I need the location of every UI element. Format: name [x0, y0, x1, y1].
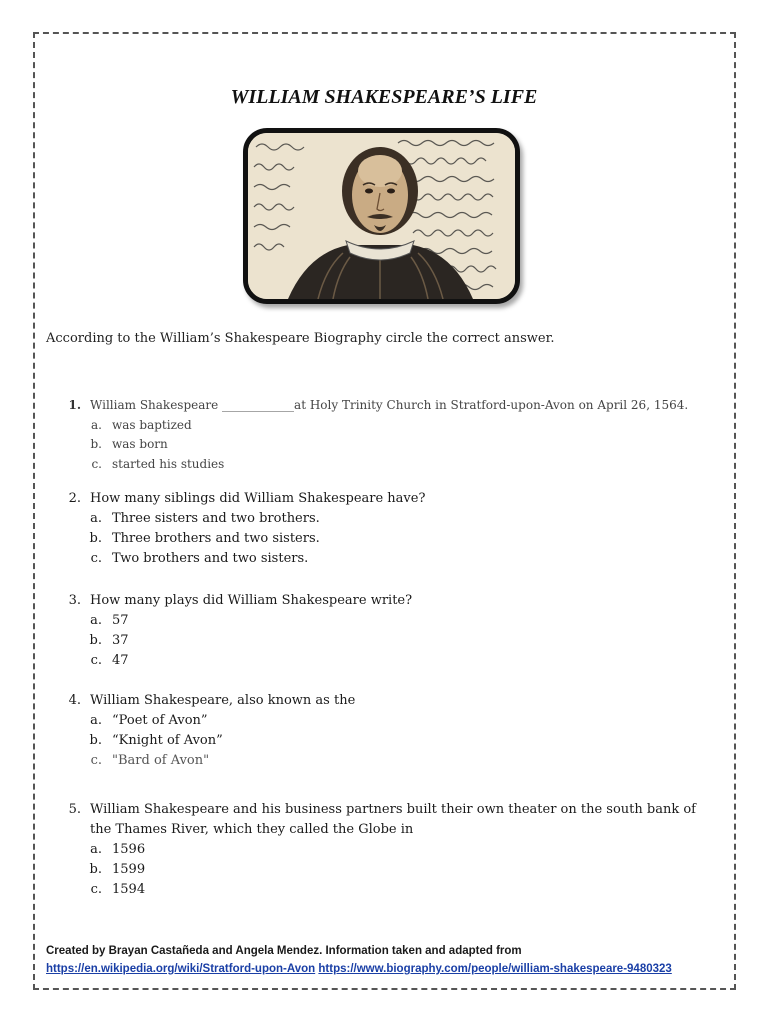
question-5 — [60, 800, 720, 900]
answer-option — [60, 611, 720, 631]
option-letter: a. — [90, 511, 102, 526]
answer-option — [60, 651, 720, 671]
answer-option — [60, 880, 720, 900]
answer-option — [60, 631, 720, 651]
option-text: 57 — [112, 613, 129, 628]
credits-text: Created by Brayan Castañeda and Angela Mendez. Information taken and adapted from — [46, 945, 522, 957]
question-text: How many siblings did William Shakespeare have? — [90, 491, 426, 506]
question-number: 3. — [68, 593, 81, 608]
option-text: Two brothers and two sisters. — [112, 551, 309, 566]
option-text: Three brothers and two sisters. — [112, 531, 320, 546]
option-text: “Poet of Avon” — [112, 713, 208, 728]
question-2 — [60, 489, 720, 569]
wikipedia-link[interactable]: https://en.wikipedia.org/wiki/Stratford-upon-Avon — [46, 963, 316, 975]
answer-option — [60, 840, 720, 860]
instructions-text: According to the William’s Shakespeare Biography circle the correct answer. — [46, 331, 555, 346]
answer-option — [60, 455, 720, 475]
question-text: How many plays did William Shakespeare write? — [90, 593, 413, 608]
option-letter: c. — [90, 882, 102, 897]
question-text: William Shakespeare, also known as the — [90, 693, 356, 708]
option-text: 1599 — [112, 862, 146, 877]
answer-option — [60, 509, 720, 529]
question-3 — [60, 591, 720, 671]
answer-option — [60, 416, 720, 436]
answer-option — [60, 711, 720, 731]
option-letter: a. — [90, 713, 102, 728]
credits-footer — [46, 942, 736, 978]
option-letter: c. — [90, 653, 102, 668]
question-text: William Shakespeare ____________at Holy Trinity Church in Stratford-upon-Avon on April 26, 1564. — [90, 398, 689, 412]
option-letter: c. — [90, 753, 102, 768]
option-letter: b. — [90, 437, 102, 451]
option-text: “Knight of Avon” — [112, 733, 223, 748]
page-title: WILLIAM SHAKESPEARE’S LIFE — [230, 86, 538, 108]
question-number: 1. — [68, 398, 81, 412]
option-text: 37 — [112, 633, 129, 648]
option-text: started his studies — [112, 456, 225, 471]
question-number: 2. — [68, 491, 81, 506]
source-links — [46, 960, 736, 978]
question-4 — [60, 691, 720, 771]
option-letter: b. — [89, 633, 102, 648]
shakespeare-portrait-image — [243, 128, 520, 304]
option-letter: a. — [90, 842, 102, 857]
option-text: 1594 — [112, 882, 146, 897]
option-letter: c. — [90, 551, 102, 566]
option-letter: c. — [91, 456, 102, 471]
question-number: 5. — [68, 802, 81, 817]
option-text: Three sisters and two brothers. — [112, 511, 320, 526]
answer-option — [60, 860, 720, 880]
answer-option — [60, 549, 720, 569]
option-letter: b. — [89, 862, 102, 877]
option-letter: b. — [89, 733, 102, 748]
biography-link[interactable]: https://www.biography.com/people/william-shakespeare-9480323 — [318, 963, 672, 975]
option-text: "Bard of Avon" — [112, 753, 210, 768]
option-letter: a. — [90, 613, 102, 628]
question-1 — [60, 396, 720, 474]
option-text: 1596 — [112, 842, 146, 857]
option-text: 47 — [112, 653, 129, 668]
answer-option — [60, 731, 720, 751]
answer-option — [60, 435, 720, 455]
option-text: was baptized — [112, 417, 192, 432]
question-text: William Shakespeare and his business partners built their own theater on the south bank of the Thames River, which they called the Globe in — [90, 802, 696, 837]
answer-option — [60, 529, 720, 549]
answer-option — [60, 751, 720, 771]
question-number: 4. — [68, 693, 81, 708]
option-letter: a. — [91, 417, 102, 432]
option-letter: b. — [89, 531, 102, 546]
option-text: was born — [112, 437, 168, 451]
